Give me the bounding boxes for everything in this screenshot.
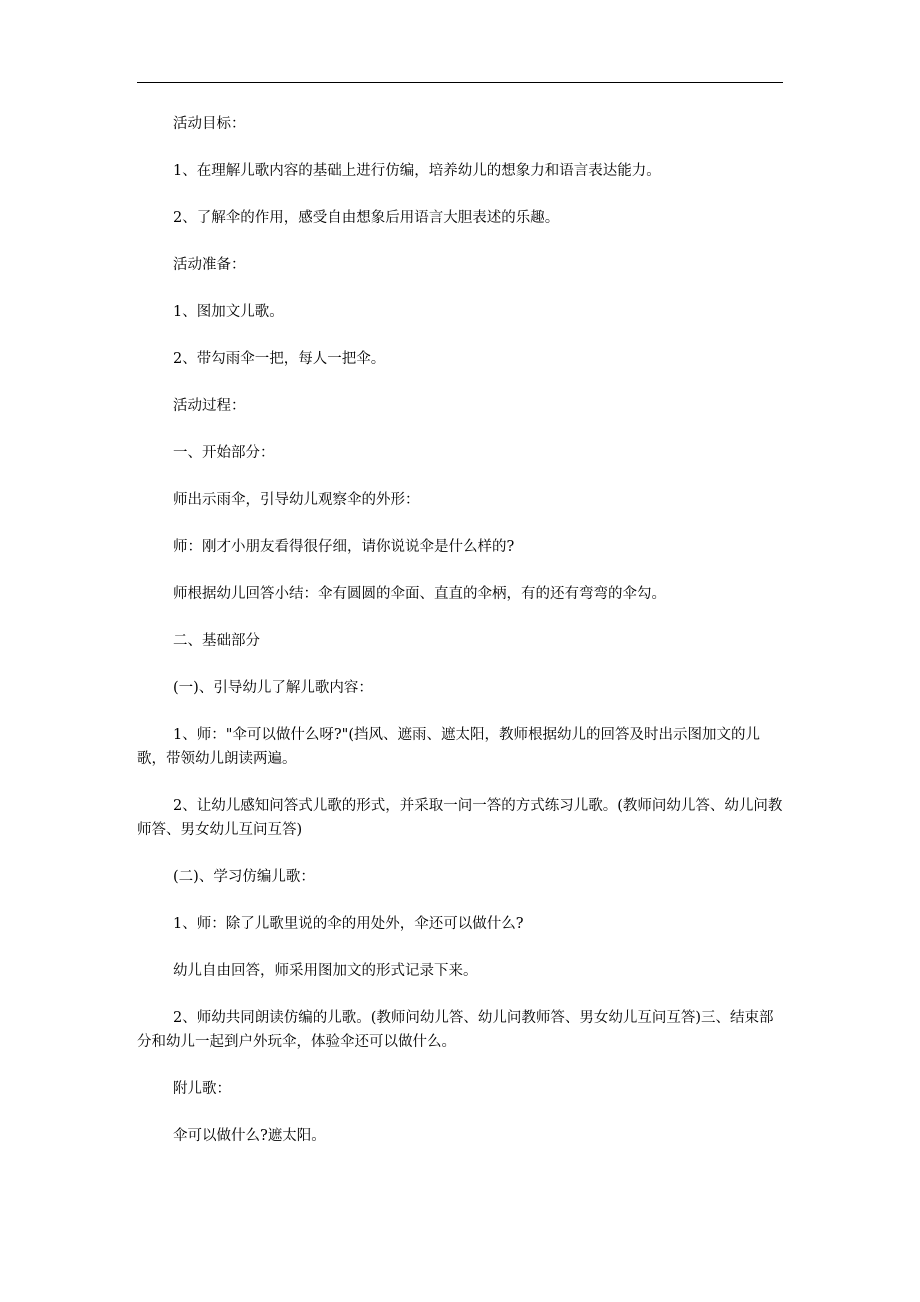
document-body [137, 112, 783, 1171]
step-2-read-together: 2、师幼共同朗读仿编的儿歌。(教师问幼儿答、幼儿问教师答、男女幼儿互问互答)三、结束部分和幼儿一起到户外玩伞，体验伞还可以做什么。 [137, 1010, 774, 1050]
heading-activity-process: 活动过程： [173, 398, 246, 414]
preparation-item-2: 2、带勾雨伞一把，每人一把伞。 [173, 351, 386, 367]
heading-appendix-song: 附儿歌： [173, 1081, 231, 1097]
step-2-question-answer: 2、让幼儿感知问答式儿歌的形式，并采取一问一答的方式练习儿歌。(教师问幼儿答、幼儿问教师答、男女幼儿互问互答) [137, 798, 783, 838]
goal-item-1: 1、在理解儿歌内容的基础上进行仿编，培养幼儿的想象力和语言表达能力。 [173, 163, 661, 179]
heading-activity-preparation: 活动准备： [173, 257, 246, 273]
paragraph-children-answer: 幼儿自由回答，师采用图加文的形式记录下来。 [173, 963, 478, 979]
step-1-teacher-ask: 1、师："伞可以做什么呀?"(挡风、遮雨、遮太阳，教师根据幼儿的回答及时出示图加文的儿歌，带领幼儿朗读两遍。 [137, 727, 760, 767]
paragraph-show-umbrella: 师出示雨伞，引导幼儿观察伞的外形： [173, 492, 420, 508]
subsection-imitate-song: (二)、学习仿编儿歌： [173, 869, 315, 885]
section-opening: 一、开始部分： [173, 445, 275, 461]
song-line-1: 伞可以做什么?遮太阳。 [173, 1128, 326, 1144]
goal-item-2: 2、了解伞的作用，感受自由想象后用语言大胆表述的乐趣。 [173, 210, 560, 226]
step-1-other-uses: 1、师：除了儿歌里说的伞的用处外，伞还可以做什么? [173, 916, 524, 932]
heading-activity-goals: 活动目标： [173, 116, 246, 132]
preparation-item-1: 1、图加文儿歌。 [173, 304, 284, 320]
paragraph-teacher-summary: 师根据幼儿回答小结：伞有圆圆的伞面、直直的伞柄，有的还有弯弯的伞勾。 [173, 586, 666, 602]
header-rule [137, 82, 783, 83]
paragraph-teacher-question: 师：刚才小朋友看得很仔细，请你说说伞是什么样的? [173, 539, 515, 555]
subsection-understand-song: (一)、引导幼儿了解儿歌内容： [173, 680, 373, 696]
section-basic: 二、基础部分 [173, 633, 260, 649]
